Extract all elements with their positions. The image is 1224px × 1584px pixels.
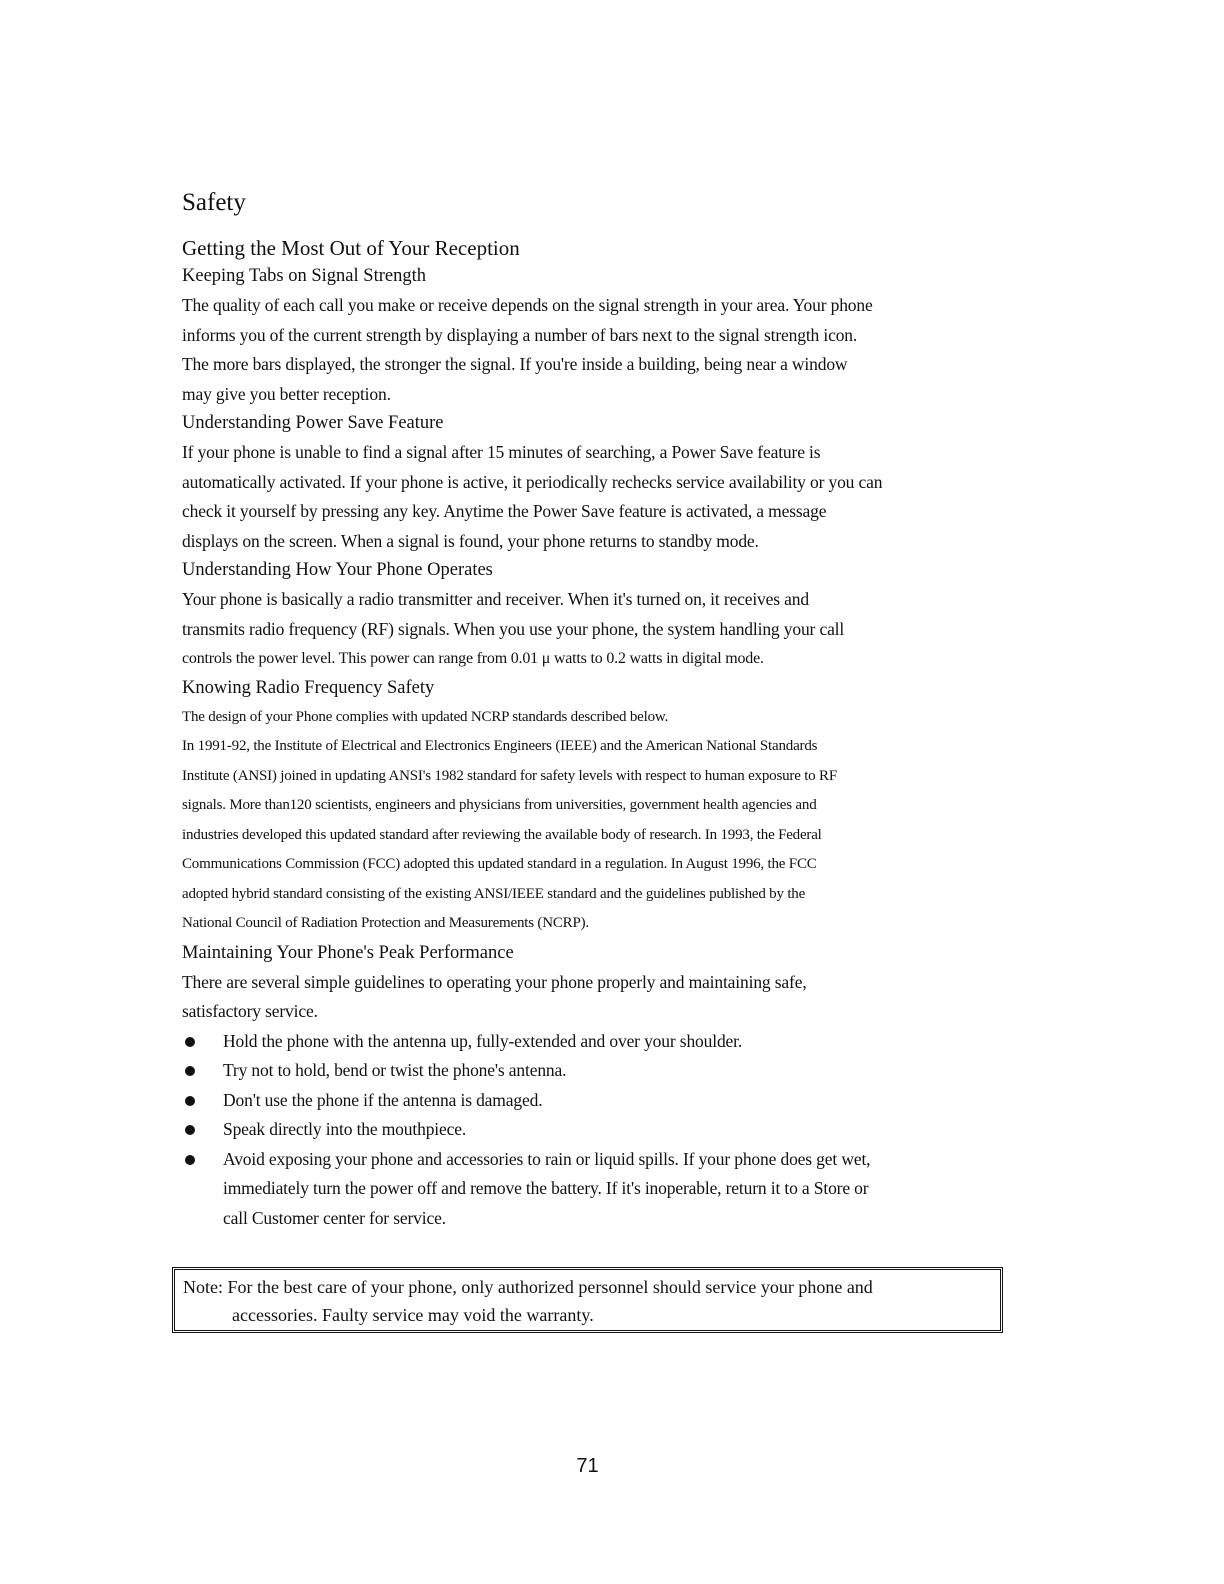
bullet-icon <box>185 1037 195 1047</box>
text-line: check it yourself by pressing any key. Anytime the Power Save feature is activated, a message <box>182 501 827 521</box>
list-item-text: Hold the phone with the antenna up, fully-extended and over your shoulder. <box>223 1030 743 1051</box>
text-line: The design of your Phone complies with updated NCRP standards described below. <box>182 708 669 725</box>
text-line: signals. More than120 scientists, engineers and physicians from universities, government health agencies and <box>182 797 817 813</box>
text-line: If your phone is unable to find a signal after 15 minutes of searching, a Power Save feature is <box>182 442 821 462</box>
bullet-icon <box>185 1066 195 1076</box>
list-item-text: immediately turn the power off and remove the battery. If it's inoperable, return it to a Store or <box>223 1178 869 1198</box>
subheading-peak-performance: Maintaining Your Phone's Peak Performance <box>182 942 514 963</box>
subheading-signal-strength: Keeping Tabs on Signal Strength <box>182 266 426 286</box>
bullet-icon <box>185 1096 195 1106</box>
page-title: Safety <box>182 189 246 216</box>
bullet-icon <box>185 1125 195 1135</box>
text-line: In 1991-92, the Institute of Electrical and Electronics Engineers (IEEE) and the American National Standards <box>182 738 818 754</box>
text-line: National Council of Radiation Protection and Measurements (NCRP). <box>182 915 589 931</box>
subheading-rf-safety: Knowing Radio Frequency Safety <box>182 677 435 698</box>
text-line: industries developed this updated standard after reviewing the available body of research. In 1993, the Federal <box>182 826 822 843</box>
paragraph-power-save <box>182 438 1012 556</box>
list-item <box>182 1086 1012 1116</box>
list-item-text: Don't use the phone if the antenna is damaged. <box>223 1089 543 1110</box>
text-line: The quality of each call you make or receive depends on the signal strength in your area. Your phone <box>182 295 873 315</box>
list-item <box>182 1145 1012 1234</box>
paragraph-phone-operates <box>182 585 1012 674</box>
note-text: Note: For the best care of your phone, only authorized personnel should service your phone and <box>183 1277 873 1297</box>
page-content <box>182 186 1012 1233</box>
text-line: transmits radio frequency (RF) signals. When you use your phone, the system handling your call <box>182 618 845 639</box>
text-line: Institute (ANSI) joined in updating ANSI's 1982 standard for safety levels with respect to human exposure to RF <box>182 767 837 784</box>
list-item-text: Speak directly into the mouthpiece. <box>223 1119 467 1139</box>
text-line: may give you better reception. <box>182 383 391 404</box>
text-line: displays on the screen. When a signal is found, your phone returns to standby mode. <box>182 530 759 551</box>
list-item <box>182 1056 1012 1086</box>
text-line: The more bars displayed, the stronger the signal. If you're inside a building, being near a window <box>182 354 848 374</box>
text-line: automatically activated. If your phone is active, it periodically rechecks service availability or you can <box>182 471 883 492</box>
text-line: informs you of the current strength by displaying a number of bars next to the signal strength icon. <box>182 324 858 345</box>
bullet-icon <box>185 1155 195 1165</box>
page-number: 71 <box>576 1455 599 1477</box>
list-item-text: Try not to hold, bend or twist the phone's antenna. <box>223 1060 567 1080</box>
paragraph-peak-performance <box>182 968 1012 1027</box>
list-item-text: call Customer center for service. <box>223 1207 446 1228</box>
text-line: satisfactory service. <box>182 1001 318 1021</box>
section-heading-reception: Getting the Most Out of Your Reception <box>182 236 520 260</box>
note-box <box>172 1267 1003 1333</box>
text-line: adopted hybrid standard consisting of the existing ANSI/IEEE standard and the guidelines published by the <box>182 885 806 902</box>
text-line: Communications Commission (FCC) adopted this updated standard in a regulation. In August 1996, the FCC <box>182 856 817 872</box>
subheading-phone-operates: Understanding How Your Phone Operates <box>182 560 493 580</box>
text-line: controls the power level. This power can range from 0.01 μ watts to 0.2 watts in digital mode. <box>182 650 764 667</box>
text-line: Your phone is basically a radio transmitter and receiver. When it's turned on, it receives and <box>182 589 809 609</box>
paragraph-signal-strength <box>182 291 1012 409</box>
list-item <box>182 1115 1012 1145</box>
paragraph-rf-safety <box>182 703 1012 939</box>
guidelines-list <box>182 1027 1012 1234</box>
list-item-text: Avoid exposing your phone and accessories to rain or liquid spills. If your phone does get wet, <box>223 1148 871 1169</box>
note-text: accessories. Faulty service may void the warranty. <box>232 1305 594 1325</box>
list-item <box>182 1027 1012 1057</box>
subheading-power-save: Understanding Power Save Feature <box>182 413 444 433</box>
text-line: There are several simple guidelines to operating your phone properly and maintaining safe, <box>182 971 807 992</box>
